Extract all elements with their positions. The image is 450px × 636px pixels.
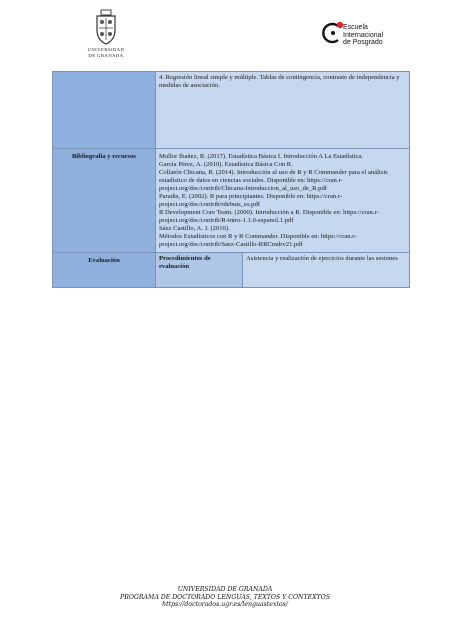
bibliography-entry: Métodos Estadísticos con R y R Commander. Disponible en: https://cran.r-project.org/doc/contrib/Saez-Castillo-RRCmdrv21.pdf [159, 233, 357, 248]
bibliography-cell [156, 149, 410, 253]
footer-university: UNIVERSIDAD DE GRANADA [177, 586, 273, 593]
bibliography-entry: Sáez Castillo, A. J. (2010). [159, 225, 230, 232]
course-details-table [52, 71, 410, 288]
page-footer [0, 586, 450, 609]
footer-url: https://doctorados.ugr.es/lenguastextos/ [162, 601, 288, 609]
university-name-line2: DE GRANADA [88, 53, 124, 58]
bibliography-entry: García Pérez, A. (2010). Estadística Básica Con R. [159, 161, 293, 168]
table-row-label-empty [53, 72, 156, 149]
university-crest-icon [91, 8, 121, 46]
bibliography-label: Bibliografía y recursos [53, 149, 156, 253]
university-of-granada-logo [78, 8, 134, 59]
eip-text-line3: de Posgrado [343, 39, 383, 46]
eip-text-line2: Internacional [343, 31, 384, 39]
university-name [78, 47, 134, 59]
bibliography-entry: Collatón Chicana, R. (2014). Introducción al uso de R y R Commander para el análisis estadístico de datos en ciencias sociales. Disponible en: https://cran.r-project.org/doc/contrib/Chicana-Introduccion_al_uso_de_R.pdf [159, 169, 388, 192]
university-name-line1: UNIVERSIDAD [87, 47, 125, 52]
evaluation-procedures-subhead: Procedimientos de evaluación [156, 253, 243, 288]
eip-logo-text [343, 24, 383, 47]
bibliography-entry: Paradis, E. (2002). R para principiantes. Disponible en: https://cran.r-project.org/doc/contrib/rdebuts_es.pdf [159, 193, 343, 208]
footer-program: PROGRAMA DE DOCTORADO LENGUAS, TEXTOS Y CONTEXTOS [120, 593, 330, 601]
eip-text-line1: Escuela [343, 24, 368, 31]
evaluation-procedures-cell: Asistencia y realización de ejercicios durante las sesiones [243, 253, 410, 288]
table-row [53, 149, 410, 253]
table-row [53, 72, 410, 149]
syllabus-topic-cell: 4. Regresión lineal simple y múltiple. Tablas de contingencia, contraste de independencia y medidas de asociación. [156, 72, 410, 149]
bibliography-entry: Mullor Ibañez, R. (2017). Estadística Básica I. Introducción A La Estadística. [159, 153, 364, 160]
table-row [53, 253, 410, 288]
escuela-internacional-posgrado-logo [320, 18, 410, 52]
bibliography-entry: R Development Core Team. (2000). Introducción a R. Disponible en: https://cran.r-project.org/doc/contrib/R-intro-1.1.0-espanol.1.pdf [159, 209, 379, 224]
evaluation-label: Evaluación [53, 253, 156, 288]
